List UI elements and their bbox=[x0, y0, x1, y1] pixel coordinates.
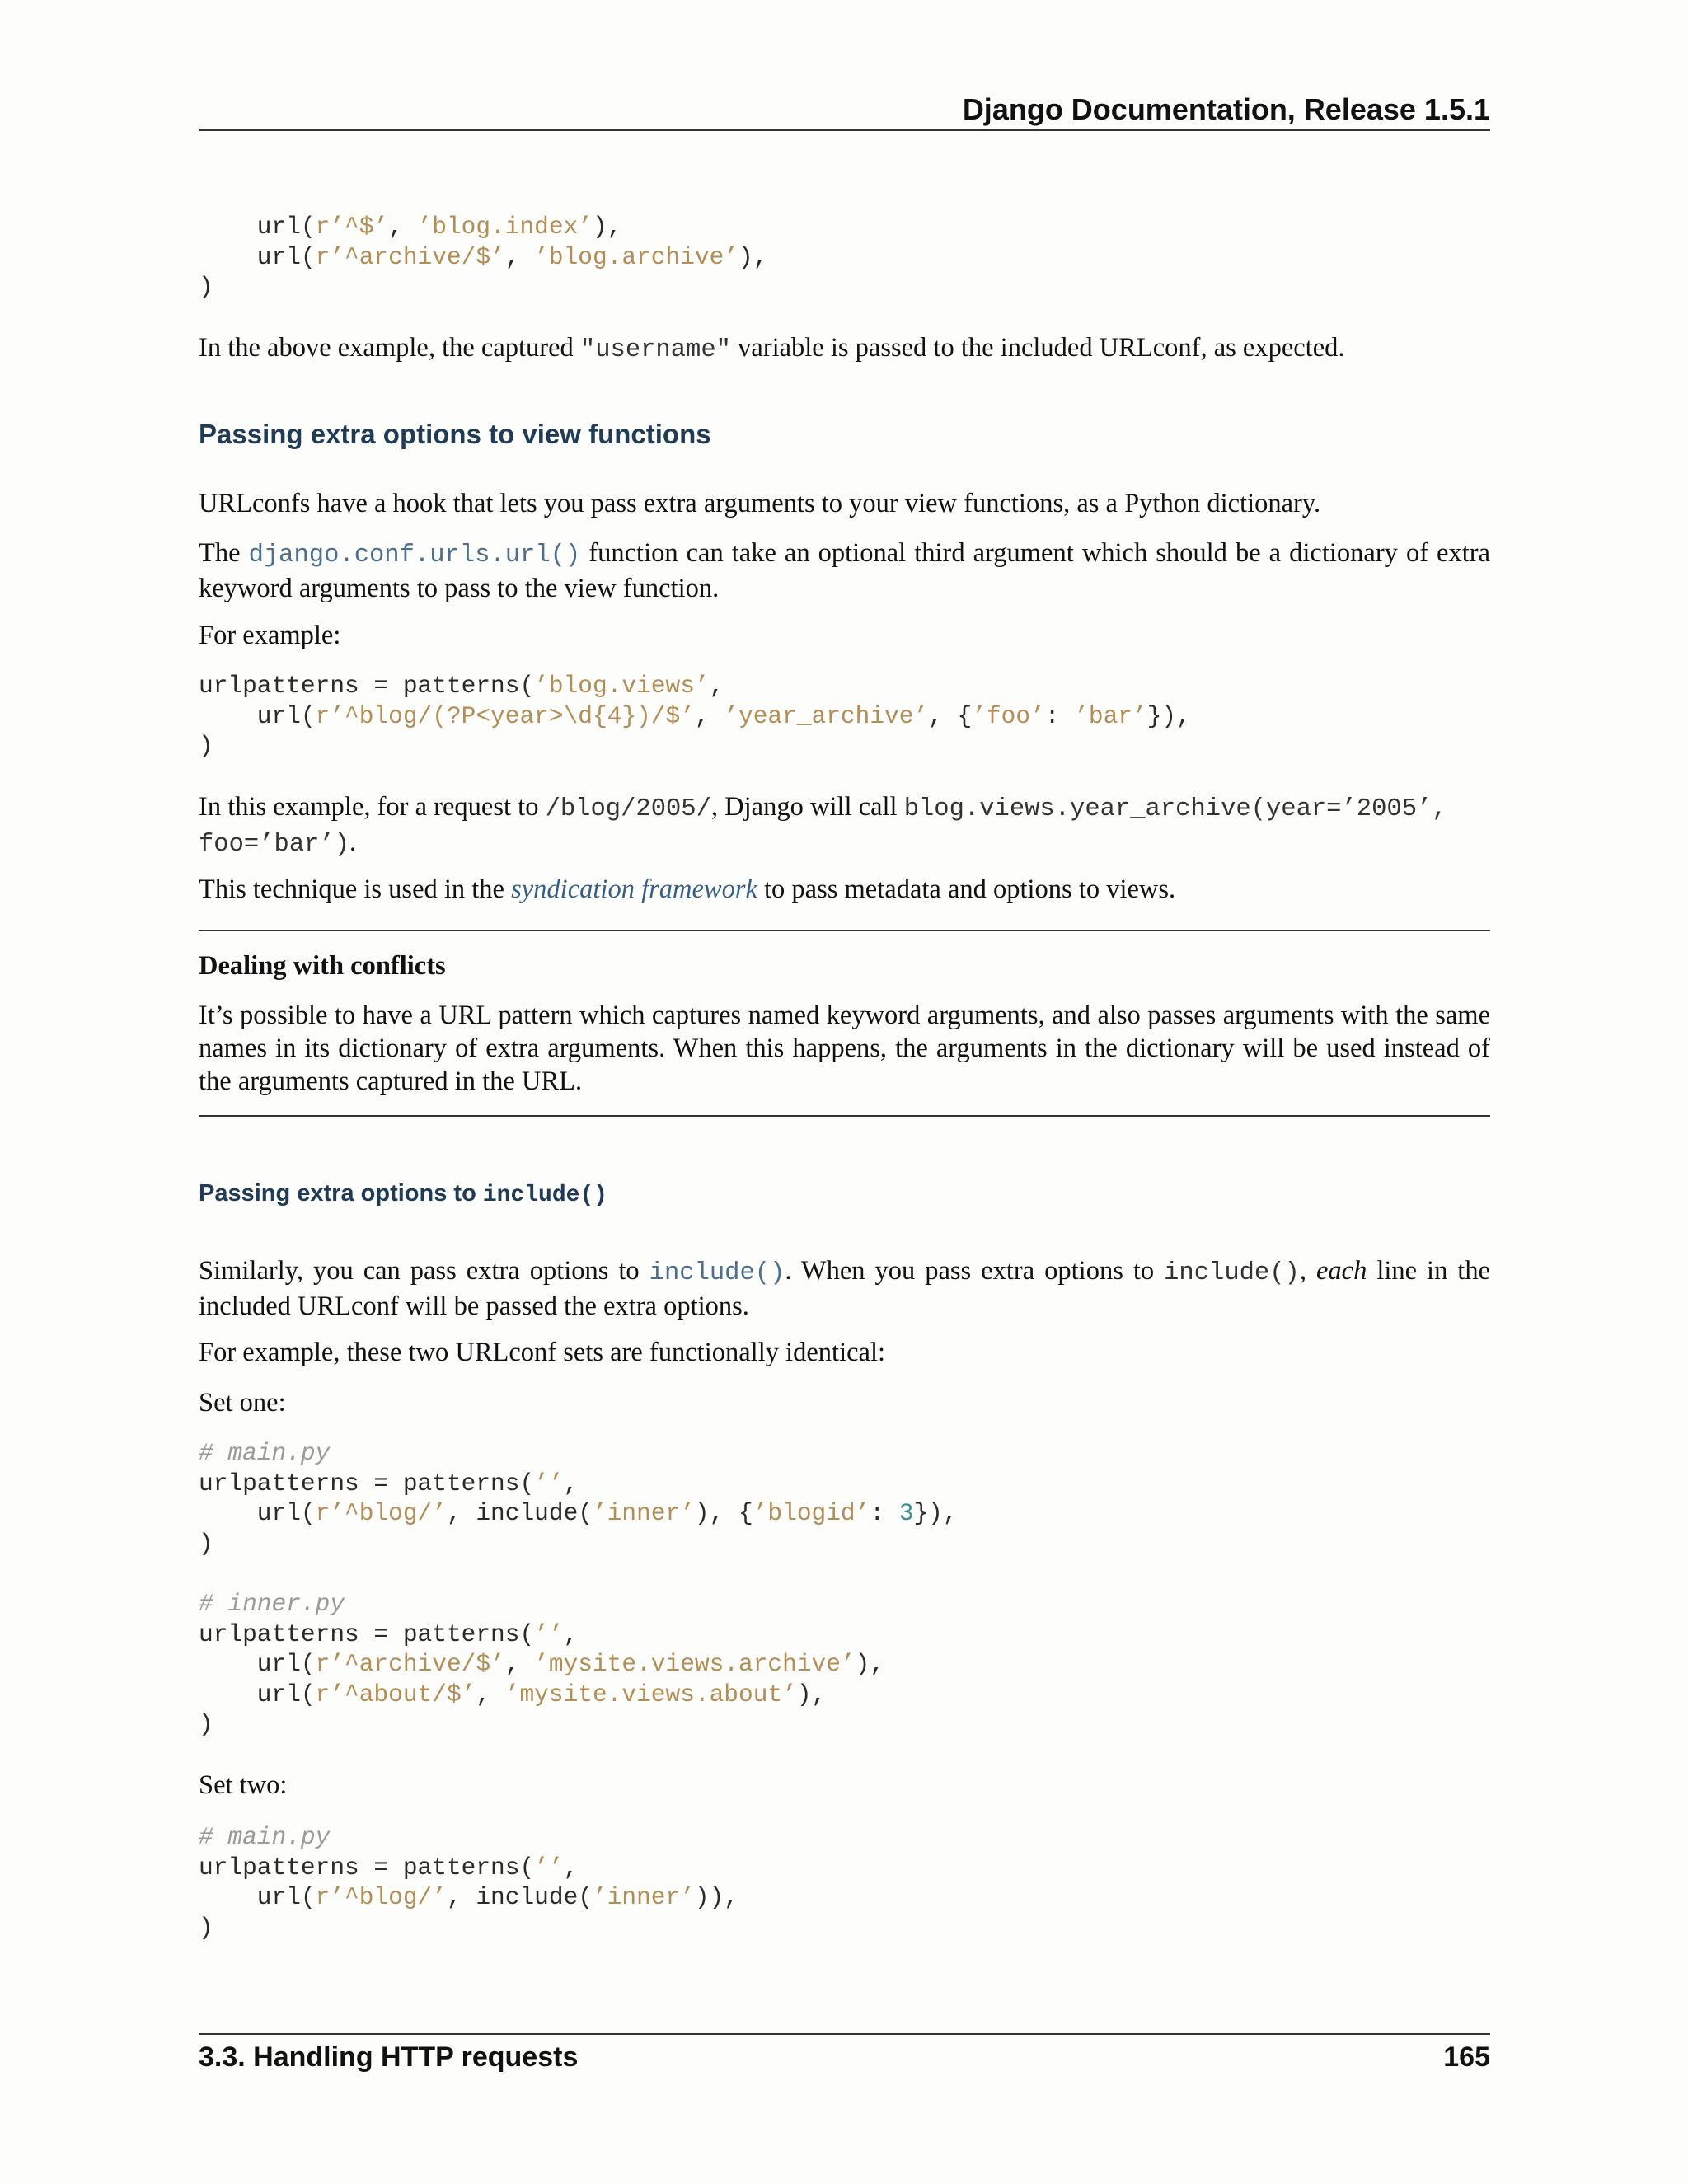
inline-code-username: "username" bbox=[579, 336, 731, 364]
section-heading-include: Passing extra options to include() bbox=[199, 1180, 608, 1208]
link-include[interactable]: include() bbox=[649, 1259, 785, 1287]
paragraph-url-function: The django.conf.urls.url() function can take an optional third argument which should be a dictionary of extra keyword arguments to pass to the view function. bbox=[199, 538, 1491, 603]
document-page bbox=[199, 0, 1490, 2184]
header-title: Django Documentation, Release 1.5.1 bbox=[962, 92, 1490, 126]
code-block-set-two: # main.py urlpatterns = patterns(’’, url(r’^blog/’, include(’inner’)), ) bbox=[199, 1823, 739, 1942]
paragraph-for-example: For example: bbox=[199, 621, 341, 650]
paragraph-username: In the above example, the captured "username" variable is passed to the included URLconf, as expected. bbox=[199, 333, 1345, 364]
paragraph-request-example: In this example, for a request to /blog/2005/, Django will call blog.views.year_archive(year=’2005’, foo=’bar’). bbox=[199, 792, 1447, 859]
note-title: Dealing with conflicts bbox=[199, 951, 446, 981]
note-bottom-rule bbox=[199, 1115, 1490, 1117]
footer-page-number: 165 bbox=[1443, 2041, 1490, 2073]
section-heading-view-functions: Passing extra options to view functions bbox=[199, 419, 711, 449]
paragraph-identical-sets: For example, these two URLconf sets are functionally identical: bbox=[199, 1338, 886, 1367]
note-body: It’s possible to have a URL pattern which captures named keyword arguments, and also passes arguments with the same names in its dictionary of extra arguments. When this happens, the arguments in the dictionary will be used instead of the arguments captured in the URL. bbox=[199, 1001, 1490, 1096]
footer-section: 3.3. Handling HTTP requests bbox=[199, 2041, 579, 2073]
label-set-one: Set one: bbox=[199, 1388, 286, 1418]
header-rule bbox=[199, 129, 1490, 131]
paragraph-hook: URLconfs have a hook that lets you pass extra arguments to your view functions, as a Python dictionary. bbox=[199, 489, 1321, 518]
paragraph-syndication: This technique is used in the syndication framework to pass metadata and options to views. bbox=[199, 874, 1176, 904]
code-block-set-one: # main.py urlpatterns = patterns(’’, url(r’^blog/’, include(’inner’), {’blogid’: 3}), ) # inner.py urlpatterns = patterns(’’, url(r’^archive/$’, ’mysite.views.archive’), url(r’^about/$’, ’mysite.views.about’), ) bbox=[199, 1439, 958, 1739]
label-set-two: Set two: bbox=[199, 1770, 288, 1800]
paragraph-include-options: Similarly, you can pass extra options to include(). When you pass extra options to include(), each line in the included URLconf will be passed the extra options. bbox=[199, 1256, 1491, 1321]
footer-rule bbox=[199, 2033, 1490, 2035]
code-block-year-archive: urlpatterns = patterns(’blog.views’, url(r’^blog/(?P<year>\d{4})/$’, ’year_archive’, {’foo’: ’bar’}), ) bbox=[199, 672, 1191, 761]
note-top-rule bbox=[199, 930, 1490, 931]
link-django-conf-urls-url[interactable]: django.conf.urls.url() bbox=[248, 541, 581, 569]
link-syndication-framework[interactable]: syndication framework bbox=[511, 874, 757, 904]
code-block-top: url(r’^$’, ’blog.index’), url(r’^archive/$’, ’blog.archive’), ) bbox=[199, 213, 768, 302]
